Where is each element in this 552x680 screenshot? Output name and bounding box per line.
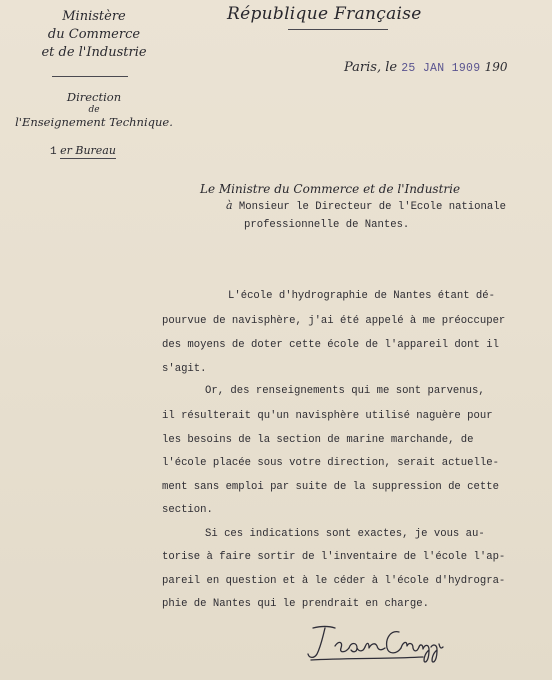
recipient-line-1 (226, 199, 506, 213)
header-divider-left (52, 76, 128, 77)
year-suffix: 190 (484, 60, 508, 74)
recipient-text-1: Monsieur le Directeur de l'Ecole nationale (238, 201, 506, 213)
body-line: pourvue de navisphère, j'ai été appelé à me préoccuper (162, 315, 506, 327)
place-label: Paris, le (344, 60, 398, 75)
body-line: ment sans emploi par suite de la suppression de cette (162, 481, 499, 493)
date-stamp: 25 JAN 1909 (401, 62, 481, 75)
bureau-label (50, 144, 116, 158)
ministry-line-3: et de l'Industrie (41, 45, 147, 60)
body-line: pareil en question et à le céder à l'école d'hydrogra- (162, 575, 506, 587)
body-line: les besoins de la section de marine marchande, de (162, 434, 474, 446)
sender-line: Le Ministre du Commerce et de l'Industrie (200, 182, 461, 196)
body-line: des moyens de doter cette école de l'appareil dont il (162, 339, 499, 351)
body-line: section. (162, 504, 213, 516)
body-line: Or, des renseignements qui me sont parvenus, (205, 385, 485, 397)
republic-heading: République Française (227, 4, 422, 24)
bureau-number: 1 (50, 146, 57, 158)
ministry-line-1: Ministère (62, 9, 126, 24)
body-line: s'agit. (162, 363, 207, 375)
recipient-line-2: professionnelle de Nantes. (244, 219, 410, 231)
body-line: torise à faire sortir de l'inventaire de l'école l'ap- (162, 551, 506, 563)
body-line: l'école placée sous votre direction, serait actuelle- (162, 457, 499, 469)
signature-image (303, 622, 463, 664)
ministry-line-2: du Commerce (47, 27, 141, 42)
bureau-text: er Bureau (60, 144, 116, 157)
direction-line-2: de (88, 105, 100, 115)
body-line: Si ces indications sont exactes, je vous au- (205, 528, 485, 540)
direction-line-1: Direction (66, 90, 122, 104)
body-line: il résulterait qu'un navisphère utilisé naguère pour (162, 410, 493, 422)
header-divider-right (288, 29, 388, 30)
place-date-line (344, 60, 507, 75)
body-line: phie de Nantes qui le prendrait en charge. (162, 598, 430, 610)
direction-line-3: l'Enseignement Technique. (15, 115, 173, 129)
direction-heading (14, 90, 174, 130)
recipient-prefix: à (226, 199, 233, 212)
ministry-heading (30, 8, 158, 62)
body-line: L'école d'hydrographie de Nantes étant dé- (228, 290, 496, 302)
